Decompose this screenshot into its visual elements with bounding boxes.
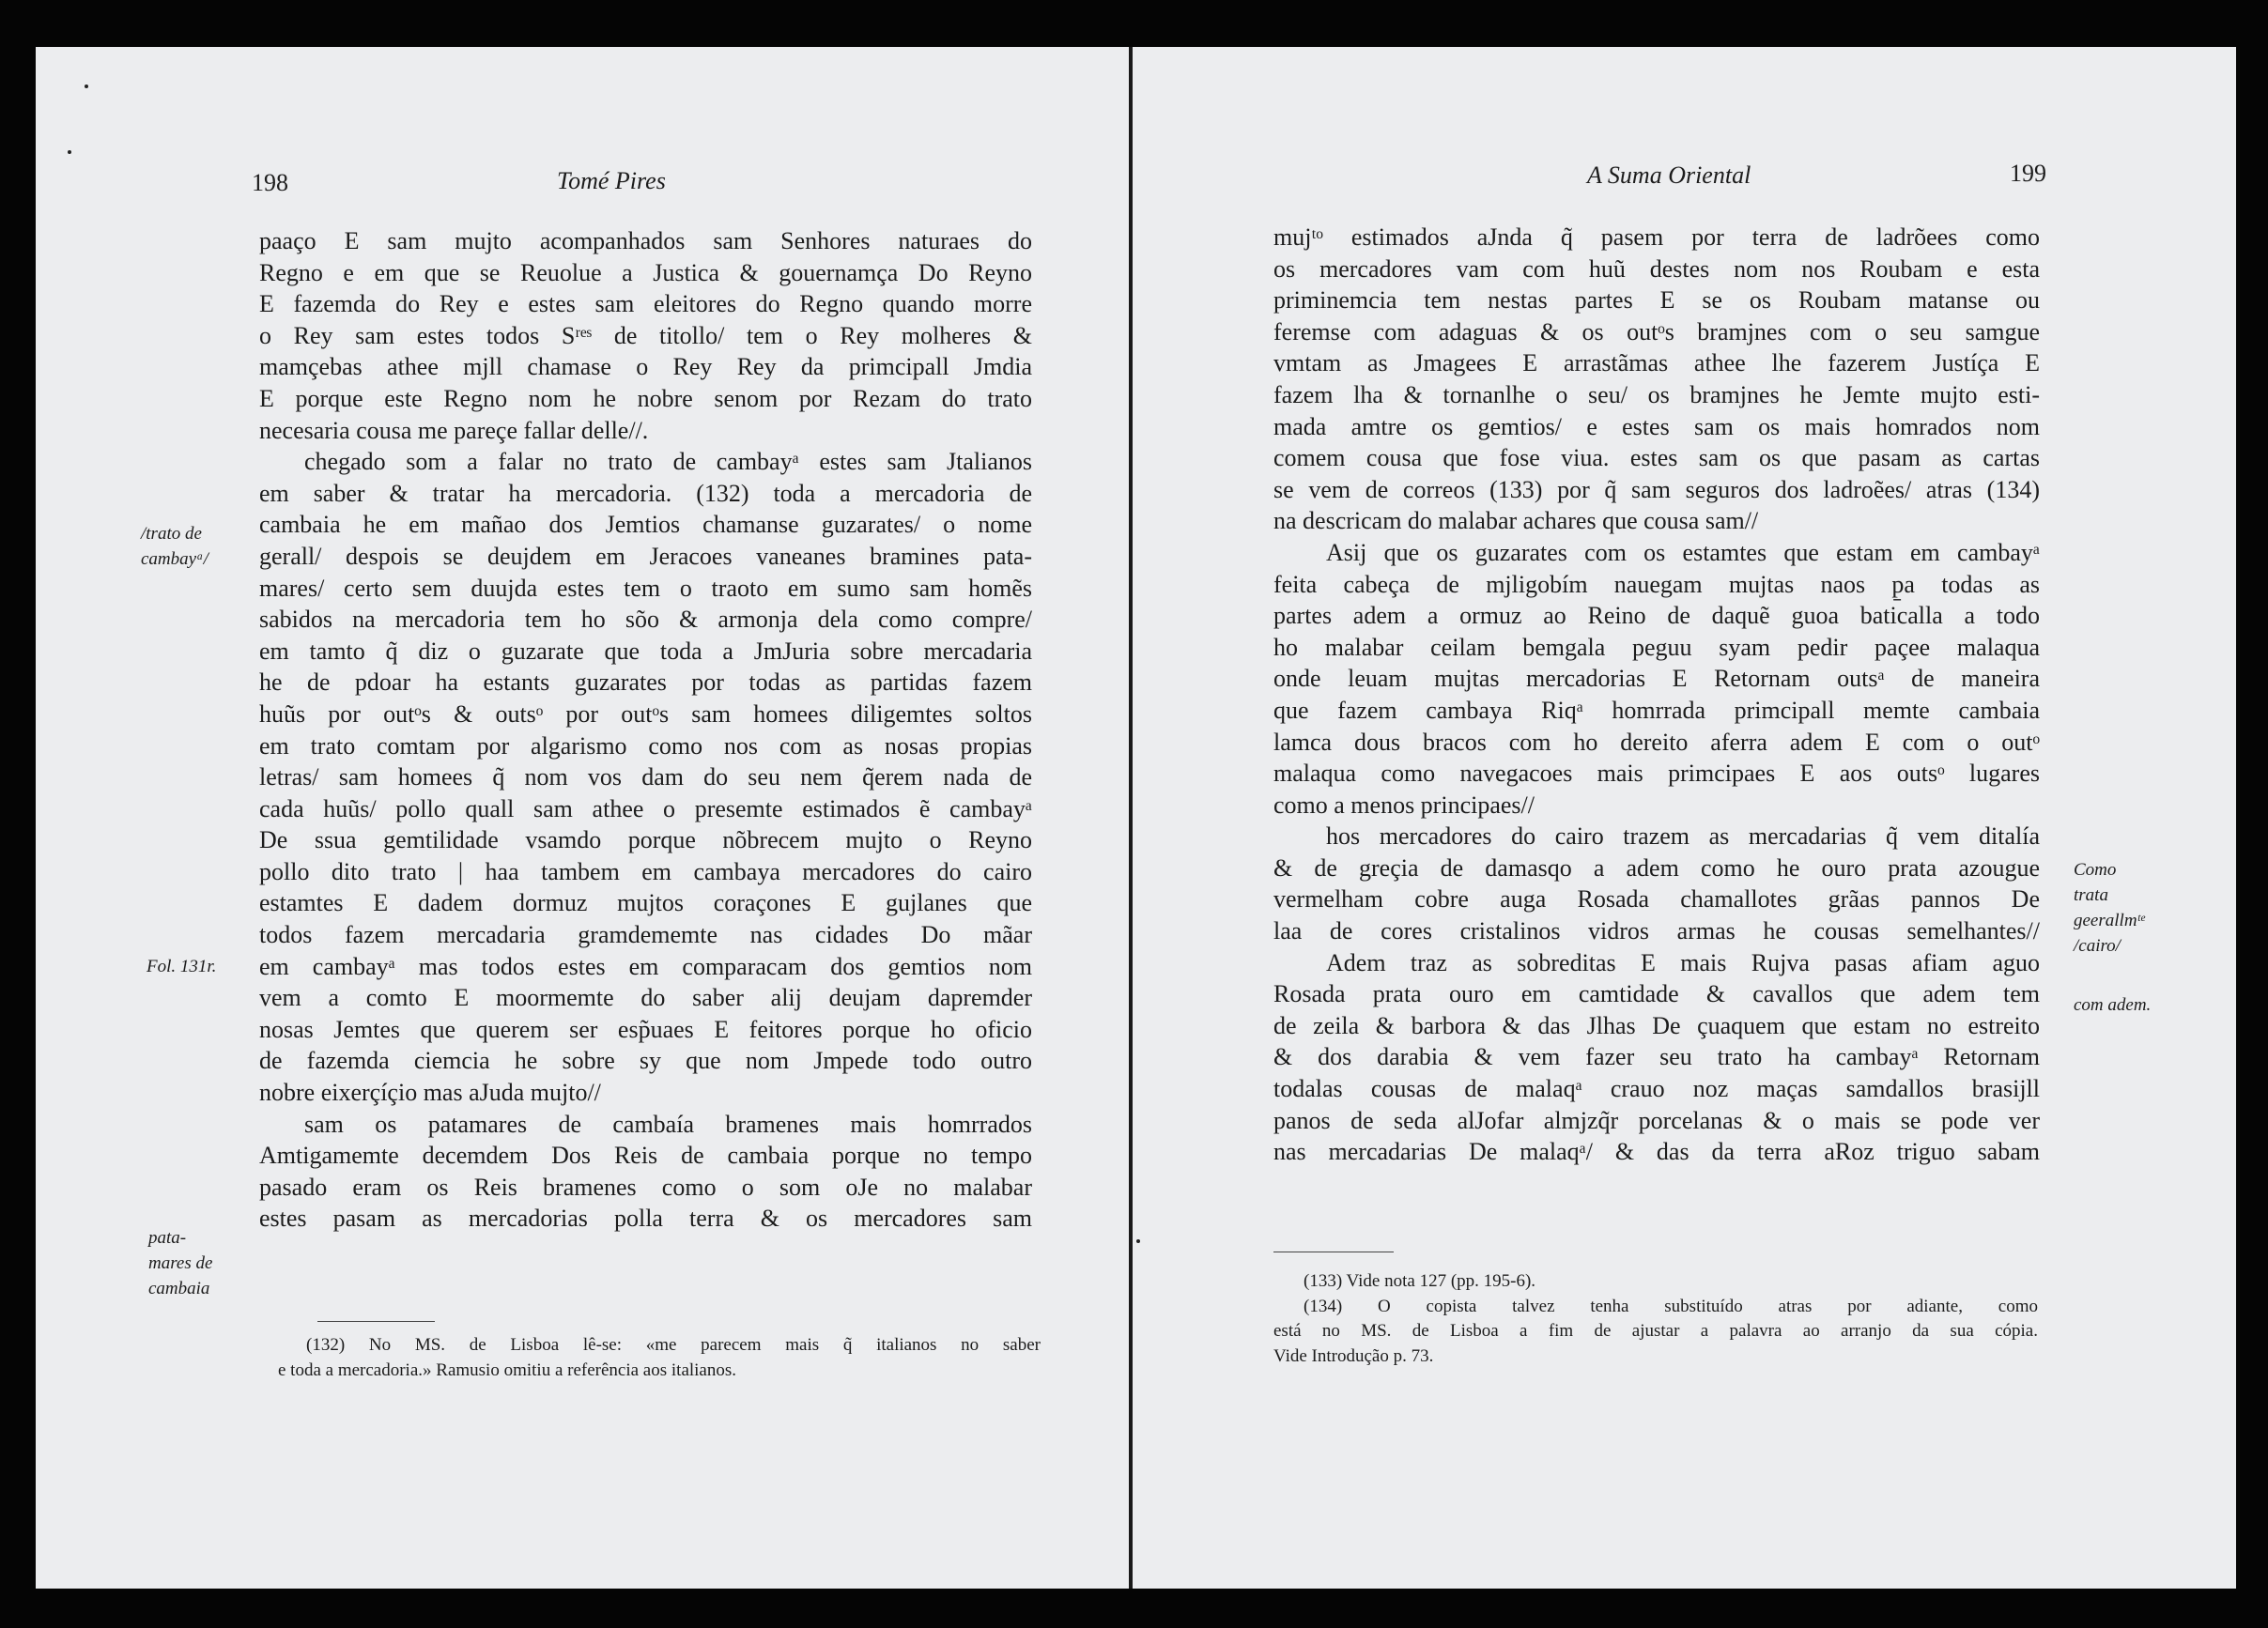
left-page [36, 47, 1129, 1589]
text-line: pasado eram os Reis bramenes como o som oJe no malabar [259, 1173, 1032, 1201]
text-line: chegado som a falar no trato de cambayᵃ estes sam Jtalianos [304, 448, 1032, 476]
margin-note-como-trata: Como trata geerallmᵗᵉ /cairo/ [2074, 860, 2145, 956]
text-line: como a menos principaes// [1273, 791, 1535, 819]
text-line: na descricam do malabar achares que cousa sam// [1273, 507, 1759, 535]
text-line: feita cabeça de mjligobím nauegam mujtas naos p̱a todas as [1273, 570, 2040, 598]
text-line: De ssua gemtilidade vsamdo porque nõbrecem mujto o Reyno [259, 826, 1032, 854]
text-line: he de pdoar ha estants guzarates por todas as partidas fazem [259, 668, 1032, 697]
text-line: comem cousa que fose viua. estes sam os que pasam as cartas [1273, 444, 2040, 472]
text-line: os mercadores vam com huũ destes nom nos Roubam e esta [1273, 254, 2040, 283]
text-line: sabidos na mercadoria tem ho sõo & armonja dela como compre/ [259, 606, 1032, 634]
text-line: estes pasam as mercadorias polla terra & os mercadores sam [259, 1205, 1032, 1233]
text-line: de zeila & barbora & das Jlhas De çuaquem que estam no estreito [1273, 1011, 2040, 1039]
text-line: nosas Jemtes que querem ser esp̃uaes E feitores porque ho oficio [259, 1015, 1032, 1043]
text-line: mares/ certo sem duujda estes tem o traoto em sumo sam homẽs [259, 574, 1032, 602]
text-line: em saber & tratar ha mercadoria. (132) toda a mercadoria de [259, 479, 1032, 507]
text-line: mada amtre os gemtios/ e estes sam os mais homrados nom [1273, 412, 2040, 440]
page-number: 199 [2010, 160, 2046, 187]
text-line: E porque este Regno nom he nobre senom por Rezam do trato [259, 384, 1032, 412]
text-line: gerall/ despois se deujdem em Jeracoes vaneanes bramines pata- [259, 542, 1032, 570]
text-line: paaço E sam mujto acompanhados sam Senhores naturaes do [259, 227, 1032, 254]
text-line: todos fazem mercadaria gramdememte nas cidades Do mãar [259, 921, 1032, 949]
right-page [1133, 47, 2236, 1589]
text-line: panos de seda alJofar almjzq̃r porcelanas & o mais se pode ver [1273, 1106, 2040, 1134]
text-line: Asij que os guzarates com os estamtes que estam em cambayᵃ [1326, 538, 2040, 566]
footnote-line: (134) O copista talvez tenha substituído atras por adiante, como [1304, 1296, 2038, 1316]
text-line: em tamto q̃ diz o guzarate que toda a JmJuria sobre mercadaria [259, 637, 1032, 665]
running-head: A Suma Oriental [1587, 161, 1751, 189]
text-line: hos mercadores do cairo trazem as mercadarias q̃ vem ditalía [1326, 822, 2040, 851]
body-text [1273, 222, 2040, 1168]
text-line: fazem lha & tornanlhe o seu/ os bramjnes he Jemte mujto esti- [1273, 380, 2040, 408]
text-line: malaqua como navegacoes mais primcipaes E aos outsᵒ lugares [1273, 760, 2040, 788]
margin-note-folio: Fol. 131r. [147, 957, 217, 976]
text-line: vem a comto E moormemte do saber alij deujam dapremder [259, 984, 1032, 1012]
text-line: & dos darabia & vem fazer seu trato ha cambayᵃ Retornam [1273, 1043, 2040, 1071]
footnotes [278, 1333, 1041, 1383]
text-line: onde leuam mujtas mercadorias E Retornam outsᵃ de maneira [1273, 665, 2040, 693]
text-line: todalas cousas de malaqᵃ crauo noz maças samdallos brasijll [1273, 1075, 2040, 1103]
text-line: vmtam as Jmagees E arrastãmas athee lhe fazerem Justíça E [1273, 349, 2040, 377]
footnote-line: Vide Introdução p. 73. [1273, 1345, 1434, 1366]
text-line: feremse com adaguas & os outᵒs bramjnes com o seu samgue [1273, 317, 2040, 346]
footnote-line: (132) No MS. de Lisboa lê-se: «me parecem mais q̃ italianos no saber [306, 1335, 1041, 1355]
margin-note-trato: /trato de cambayᵃ/ [141, 524, 208, 569]
body-text [259, 225, 1032, 1235]
text-line: de fazemda ciemcia he sobre sy que nom Jmpede todo outro [259, 1047, 1032, 1075]
footnote-line: e toda a mercadoria.» Ramusio omitiu a referência aos italianos. [278, 1359, 737, 1380]
text-line: Rosada prata ouro em camtidade & cavallos que adem tem [1273, 980, 2040, 1008]
footnote-line: (133) Vide nota 127 (pp. 195-6). [1304, 1271, 1536, 1291]
text-line: huũs por outᵒs & outsᵒ por outᵒs sam homees diligemtes soltos [259, 699, 1032, 728]
book-spread [36, 47, 2236, 1589]
text-line: priminemcia tem nestas partes E se os Roubam matanse ou [1273, 286, 2040, 315]
text-line: mujᵗᵒ estimados aJnda q̃ pasem por terra de ladrõees como [1273, 223, 2040, 251]
text-line: necesaria cousa me pareçe fallar delle//. [259, 416, 649, 444]
footnotes [1273, 1269, 2038, 1369]
text-line: letras/ sam homees q̃ nom vos dam do seu nem q̃erem nada de [259, 763, 1032, 791]
text-line: nobre eixerçíçio mas aJuda mujto// [259, 1079, 601, 1107]
footnote-rule [317, 1321, 435, 1322]
page-number: 198 [252, 169, 288, 196]
text-line: o Rey sam estes todos Sʳᵉˢ de titollo/ tem o Rey molheres & [259, 321, 1032, 349]
margin-note-patamares: pata- mares de cambaia [148, 1228, 213, 1298]
text-line: em cambayᵃ mas todos estes em comparacam dos gemtios nom [259, 952, 1032, 980]
text-line: E fazemda do Rey e estes sam eleitores do Regno quando morre [259, 290, 1032, 318]
margin-note-com-adem: com adem. [2074, 995, 2152, 1015]
text-line: Regno e em que se Reuolue a Justica & gouernamça Do Reyno [259, 258, 1032, 286]
footnote-line: está no MS. de Lisboa a fim de ajustar a palavra ao arranjo da sua cópia. [1273, 1321, 2038, 1341]
text-line: vermelham cobre auga Rosada chamallotes grãas pannos De [1273, 885, 2040, 914]
text-line: em trato comtam por algarismo como nos com as nosas propias [259, 731, 1032, 760]
text-line: cambaia he em mañao dos Jemtios chamanse guzarates/ o nome [259, 511, 1032, 539]
text-line: cada huũs/ pollo quall sam athee o presemte estimados ẽ cambayᵃ [259, 794, 1032, 822]
text-line: nas mercadarias De malaqᵃ/ & das da terra aRoz triguo sabam [1273, 1138, 2040, 1166]
text-line: estamtes E dadem dormuz mujtos coraçones E gujlanes que [259, 889, 1032, 917]
text-line: lamca dous bracos com ho dereito aferra adem E com o outᵒ [1273, 728, 2040, 756]
text-line: que fazem cambaya Riqᵃ homrrada primcipall memte cambaia [1273, 696, 2040, 724]
text-line: sam os patamares de cambaía bramenes mais homrrados [304, 1110, 1032, 1138]
text-line: se vem de correos (133) por q̃ sam seguros dos ladroẽes/ atras (134) [1273, 475, 2040, 503]
text-line: pollo dito trato | haa tambem em cambaya mercadores do cairo [259, 857, 1032, 885]
text-line: partes adem a ormuz ao Reino de daquẽ guoa baticalla a todo [1273, 602, 2040, 630]
text-line: mamçebas athee mjll chamase o Rey Rey da primcipall Jmdia [259, 353, 1032, 381]
text-line: ho malabar ceilam bemgala peguu syam pedir paçee malaqua [1273, 633, 2040, 661]
text-line: & de greçia de damasqo a adem como he ouro prata azougue [1273, 853, 2040, 882]
text-line: Amtigamemte decemdem Dos Reis de cambaia porque no tempo [259, 1142, 1032, 1170]
text-line: Adem traz as sobreditas E mais Rujva pasas afiam aguo [1326, 948, 2040, 976]
running-head: Tomé Pires [557, 167, 666, 194]
text-line: laa de cores cristalinos vidros armas he cousas semelhantes// [1273, 917, 2040, 945]
